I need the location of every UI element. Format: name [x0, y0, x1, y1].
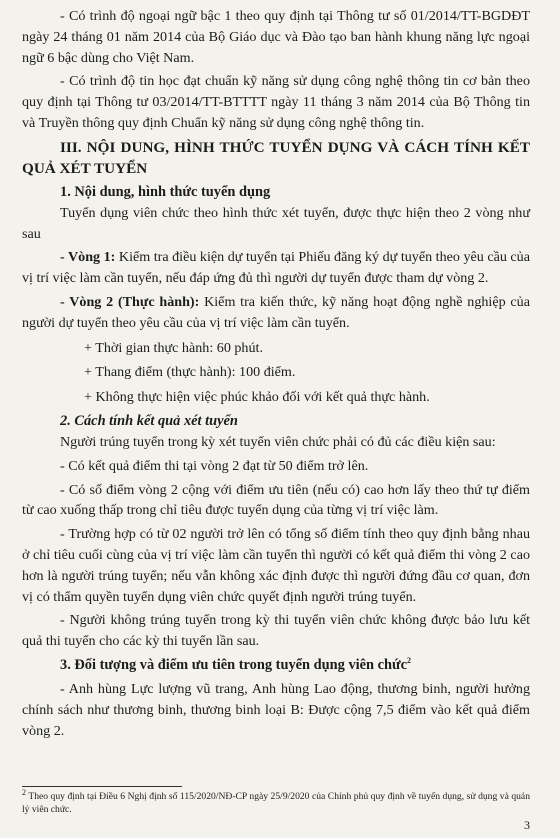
bullet-scale: + Thang điểm (thực hành): 100 điểm. — [84, 364, 296, 381]
section-title: III. NỘI DUNG, HÌNH THỨC TUYỂN DỤNG VÀ CÁCH TÍNH KẾT QUẢ XÉT TUYỂN — [22, 138, 530, 177]
round1-text: Kiểm tra điều kiện dự tuyển tại Phiếu đăng ký dự tuyển theo yêu cầu của vị trí việc làm cần tuyển, nếu đáp ứng đủ thì người dự tuyển được tham dự vòng 2. — [22, 249, 530, 287]
part2-heading: 2. Cách tính kết quả xét tuyển — [60, 412, 238, 429]
footnote-marker: 2 — [22, 787, 26, 797]
part3-item: - Anh hùng Lực lượng vũ trang, Anh hùng Lao động, thương binh, người hưởng chính sách như thương binh, thương binh loại B: Được cộng 7,5 điểm vào kết quả điểm vòng 2. — [22, 680, 530, 739]
paragraph-foreign-language: - Có trình độ ngoại ngữ bậc 1 theo quy định tại Thông tư số 01/2014/TT-BGDĐT ngày 24 tháng 01 năm 2014 của Bộ Giáo dục và Đào tạo ban hành khung năng lực ngoại ngữ 6 bậc dùng cho Việt Nam. — [22, 8, 530, 66]
round1-paragraph — [22, 247, 530, 289]
page-number: 3 — [524, 818, 530, 832]
round2-paragraph — [22, 292, 530, 334]
part2-item: - Người không trúng tuyển trong kỳ thi tuyển viên chức không được bảo lưu kết quả thi tuyển cho các kỳ thi tuyển lần sau. — [22, 612, 530, 650]
part2-intro: Người trúng tuyển trong kỳ xét tuyển viên chức phải có đủ các điều kiện sau: — [60, 433, 496, 450]
round2-label: - Vòng 2 (Thực hành): — [60, 293, 200, 310]
paragraph-it-skill: - Có trình độ tin học đạt chuẩn kỹ năng sử dụng công nghệ thông tin cơ bản theo quy định tại Thông tư 03/2014/TT-BTTTT ngày 11 tháng 3 năm 2014 của Bộ Thông tin và Truyền thông quy định Chuẩn kỹ năng sử dụng công nghệ thông tin. — [22, 73, 530, 131]
bullet-time: + Thời gian thực hành: 60 phút. — [84, 339, 263, 356]
part2-item: - Có số điểm vòng 2 cộng với điểm ưu tiên (nếu có) cao hơn lấy theo thứ tự điểm từ cao xuống thấp trong chỉ tiêu được tuyển dụng của từng vị trí việc làm. — [22, 481, 530, 519]
part3-heading — [22, 655, 530, 676]
bullet-no-review: + Không thực hiện việc phúc khảo đối với kết quả thực hành. — [84, 389, 430, 406]
footnote-reference: 2 — [407, 656, 412, 666]
footnote — [22, 787, 530, 816]
round1-label: - Vòng 1: — [60, 249, 116, 266]
part1-heading: 1. Nội dung, hình thức tuyển dụng — [60, 183, 271, 200]
part1-intro: Tuyển dụng viên chức theo hình thức xét tuyển, được thực hiện theo 2 vòng như sau — [22, 204, 530, 242]
round2-text: Kiểm tra kiến thức, kỹ năng hoạt động nghề nghiệp của người dự tuyển theo yêu cầu của vị trí việc làm cần tuyển. — [22, 293, 530, 331]
part3-heading-text: 3. Đối tượng và điểm ưu tiên trong tuyển dụng viên chức — [60, 656, 408, 673]
footnote-divider — [22, 786, 182, 787]
part2-item: - Có kết quả điểm thi tại vòng 2 đạt từ 50 điểm trở lên. — [60, 457, 369, 474]
footnote-text: Theo quy định tại Điều 6 Nghị định số 115/2020/NĐ-CP ngày 25/9/2020 của Chính phủ quy định về tuyển dụng, sử dụng và quản lý viên chức. — [22, 791, 530, 815]
part2-item: - Trường hợp có từ 02 người trở lên có tổng số điểm tính theo quy định bằng nhau ở chỉ tiêu cuối cùng của vị trí việc làm cần tuyển thì người có kết quả điểm thi vòng 2 cao hơn là người trúng tuyển; nếu vẫn không xác định được thì người đứng đầu cơ quan, đơn vị có thẩm quyền tuyển dụng viên chức quyết định người trúng tuyển. — [22, 526, 530, 605]
